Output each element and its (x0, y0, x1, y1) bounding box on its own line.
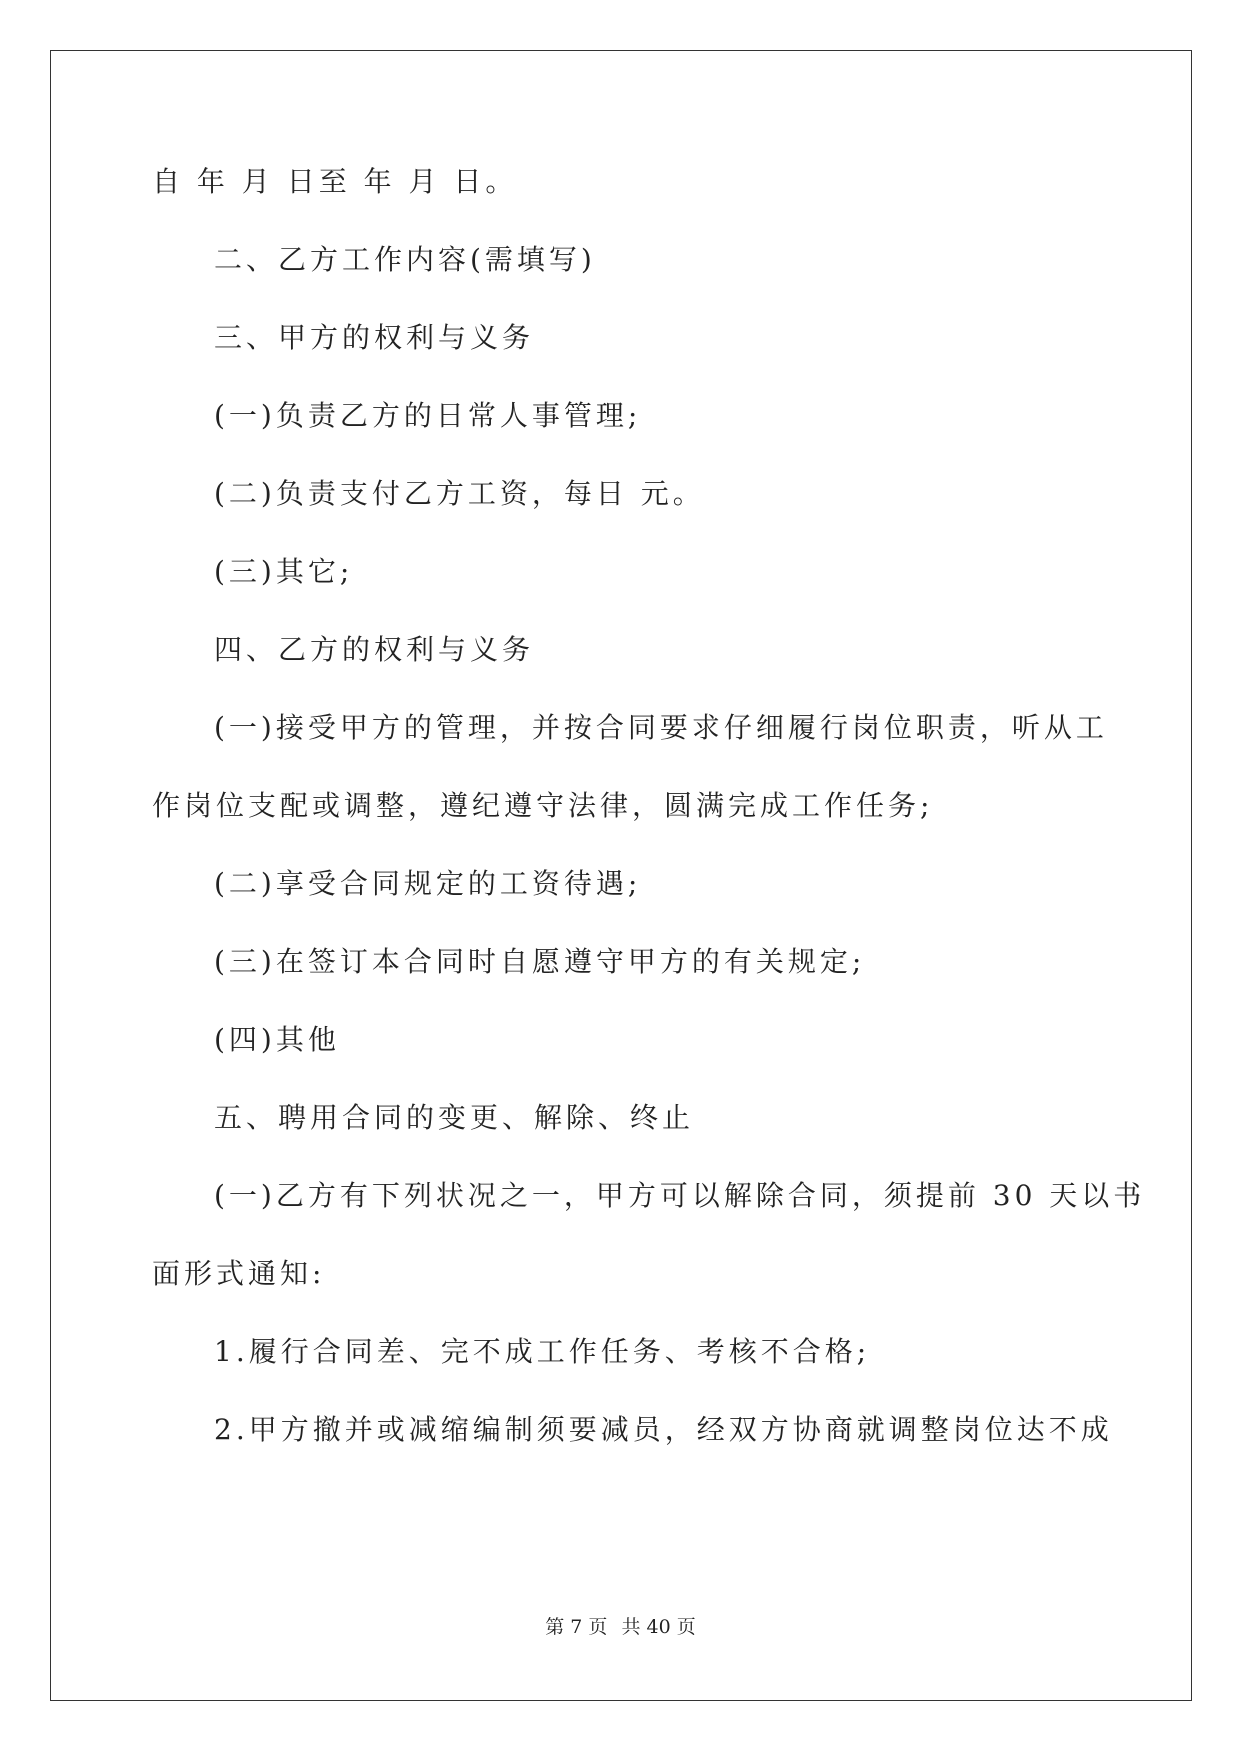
section-heading: 五、聘用合同的变更、解除、终止 (214, 1101, 695, 1134)
paragraph-line: (二)负责支付乙方工资，每日 元。 (214, 477, 705, 510)
paragraph-line: (二)享受合同规定的工资待遇; (214, 867, 642, 900)
paragraph-line: (一)接受甲方的管理，并按合同要求仔细履行岗位职责，听从工 (214, 711, 1108, 744)
page-footer (0, 1612, 1241, 1639)
paragraph-line: 作岗位支配或调整，遵纪遵守法律，圆满完成工作任务; (152, 789, 934, 822)
paragraph-line: (四)其他 (214, 1023, 340, 1056)
paragraph-line: 1.履行合同差、完不成工作任务、考核不合格; (214, 1335, 871, 1368)
document-body (152, 163, 1146, 1489)
page-number: 第 7 页 (545, 1616, 608, 1638)
paragraph-line: 自 年 月 日至 年 月 日。 (152, 165, 518, 198)
paragraph-line: (一)负责乙方的日常人事管理; (214, 399, 642, 432)
section-heading: 二、乙方工作内容(需填写) (214, 243, 596, 276)
paragraph-line: (三)在签订本合同时自愿遵守甲方的有关规定; (214, 945, 866, 978)
page-total: 共 40 页 (621, 1616, 696, 1638)
paragraph-line: 面形式通知: (152, 1257, 326, 1290)
paragraph-line: 2.甲方撤并或减缩编制须要减员，经双方协商就调整岗位达不成 (214, 1413, 1113, 1446)
section-heading: 三、甲方的权利与义务 (214, 321, 535, 354)
paragraph-line: (一)乙方有下列状况之一，甲方可以解除合同，须提前 30 天以书 (214, 1179, 1146, 1212)
paragraph-line: (三)其它; (214, 555, 354, 588)
section-heading: 四、乙方的权利与义务 (214, 633, 535, 666)
